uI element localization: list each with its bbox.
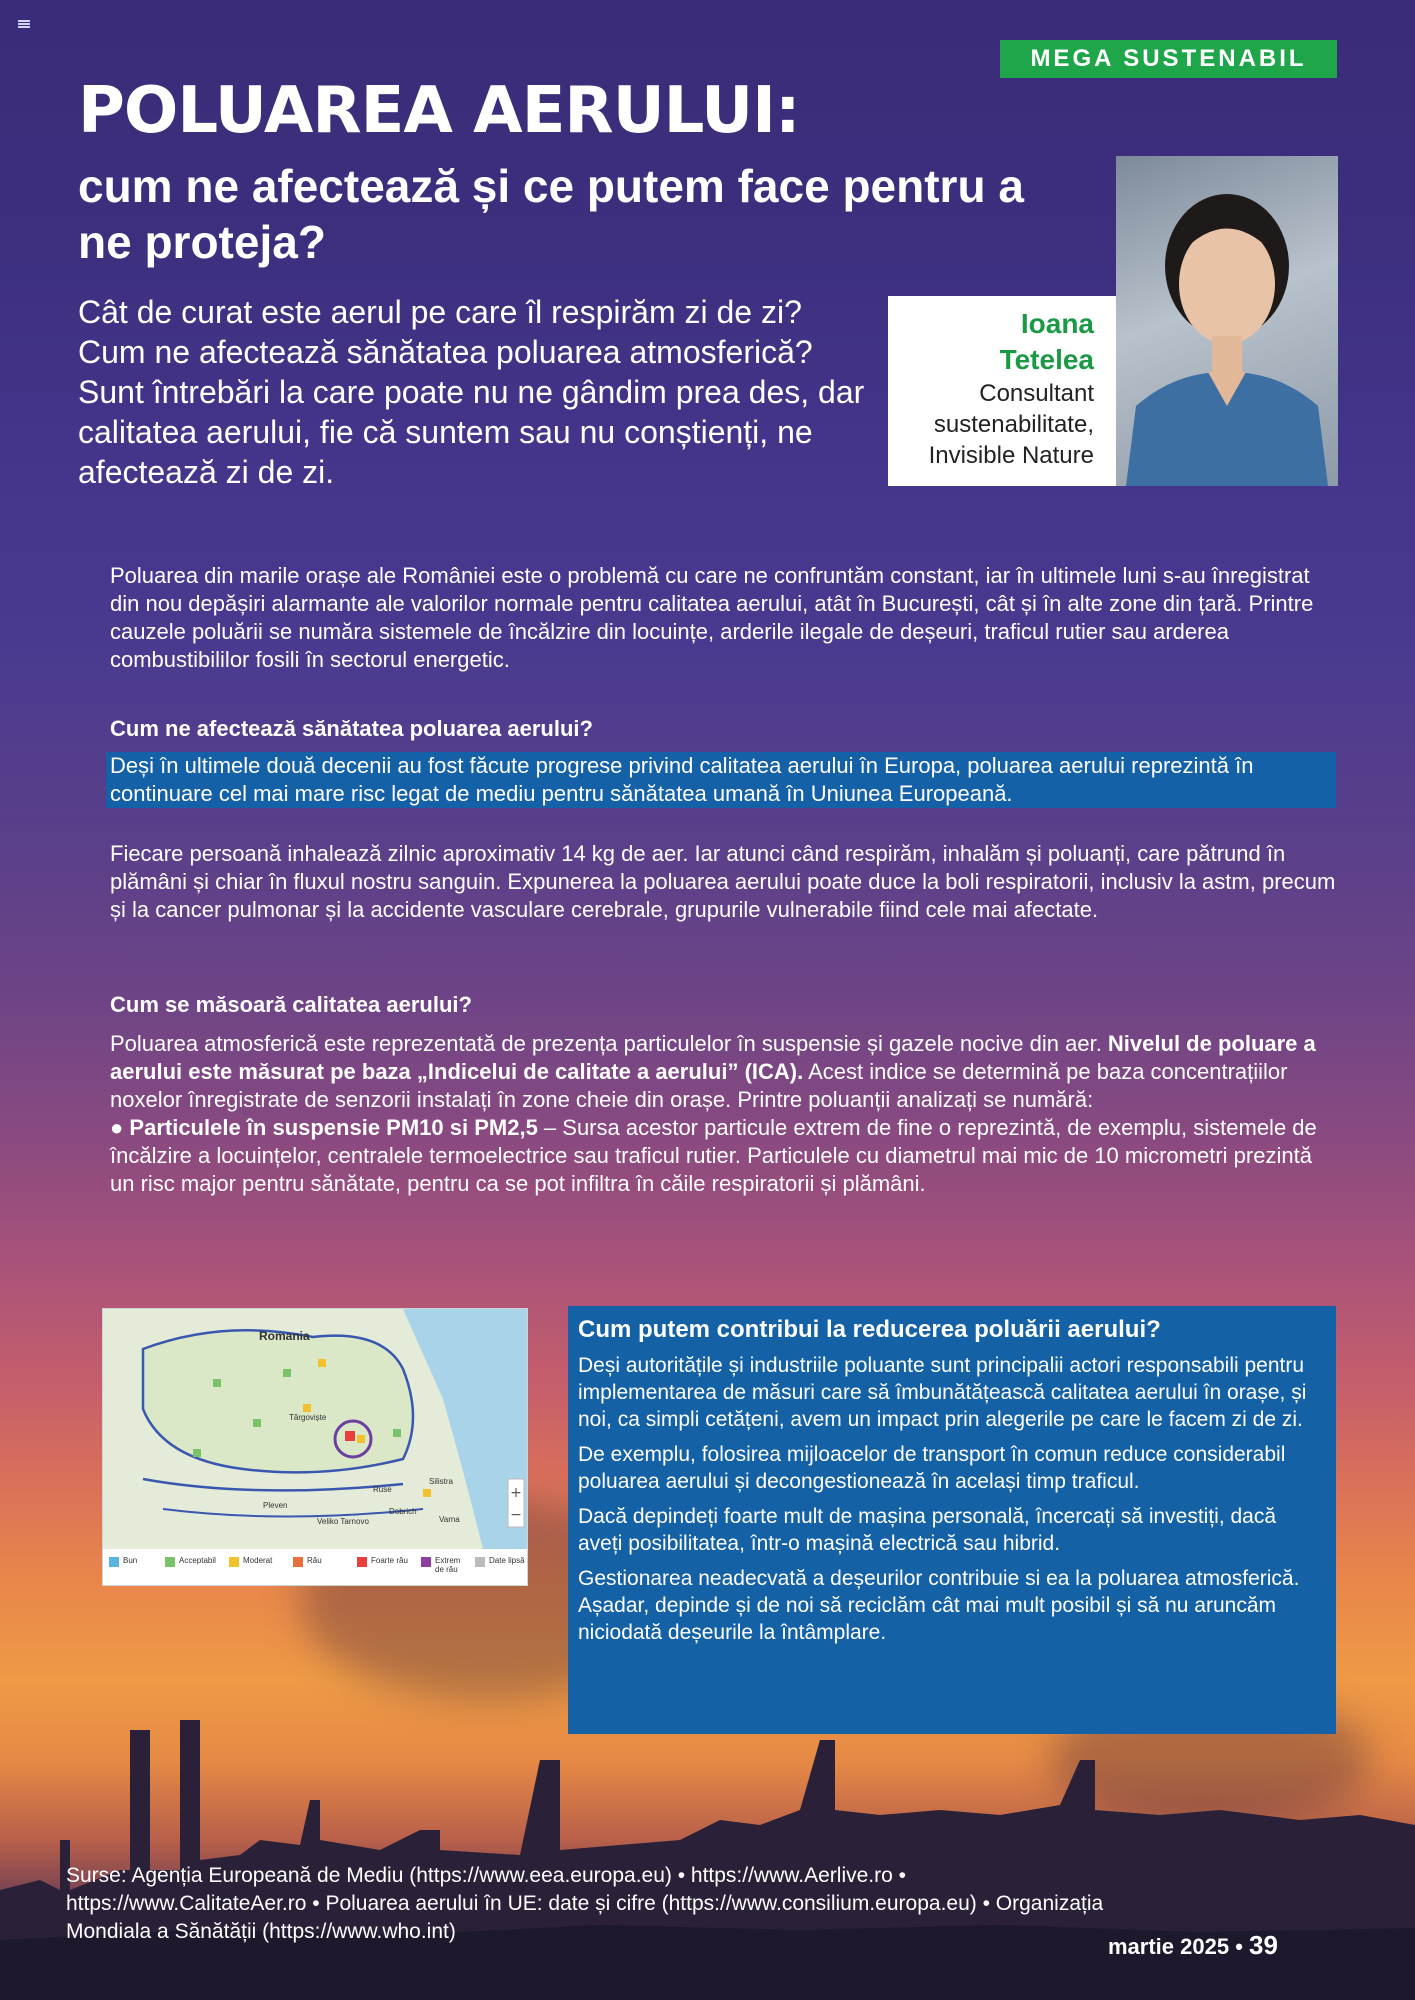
tips-box-title: Cum putem contribui la reducerea poluării aerului? xyxy=(578,1316,1161,1343)
footer-separator: • xyxy=(1235,1934,1243,1959)
map-city-label: Ruse xyxy=(373,1485,392,1494)
map-city-label: Varna xyxy=(439,1515,460,1524)
map-city-label: Silistra xyxy=(429,1477,454,1486)
bullet-icon: ● xyxy=(110,1115,130,1140)
page-number: 39 xyxy=(1249,1930,1278,1960)
page-title: POLUAREA AERULUI: xyxy=(78,74,800,148)
author-role-line: Consultant xyxy=(979,380,1094,407)
author-last-name: Tetelea xyxy=(999,344,1094,375)
pm-bullet-text: – Sursa acestor particule extrem de fine o reprezintă, de exemplu, sistemele de încălzire a locuințelor, centralele termoelectrice sau traficul rutier. Particulele cu diametrul mai mic de 10 micrometri prezintă un risc major pentru sănătate, pentru ca se pot infiltra în căile respiratorii și plămâni. xyxy=(110,1115,1317,1196)
tips-paragraph: Gestionarea neadecvată a deșeurilor contribuie si ea la poluarea atmosferică. Așadar, depinde și de noi să reciclăm cât mai mult posibil și să nu aruncăm niciodată deșeurile la întâmplare. xyxy=(578,1567,1300,1644)
author-role-line: sustenabilitate, xyxy=(933,411,1094,438)
tips-paragraph: Dacă depindeți foarte mult de mașina personală, încercați să investiți, dacă aveți posibilitatea, într-o mașină electrică sau hibrid. xyxy=(578,1505,1277,1555)
author-photo xyxy=(1116,156,1338,486)
air-quality-map[interactable] xyxy=(102,1308,528,1586)
section-heading-measurement: Cum se măsoară calitatea aerului? xyxy=(110,992,472,1017)
health-paragraph: Fiecare persoană inhalează zilnic aproximativ 14 kg de aer. Iar atunci când respirăm, inhalăm și poluanți, care pătrund în plămâni și chiar în fluxul nostru sanguin. Expunerea la poluarea aerului poate duce la boli respiratorii, inclusiv la astm, precum și la cancer pulmonar și la accidente vasculare cerebrale, grupurile vulnerabile fiind cele mai afectate. xyxy=(110,841,1336,922)
map-legend-label: Moderat xyxy=(243,1556,273,1565)
measurement-text-end: Acest indice se determină pe baza concentrațiilor noxelor înregistrate de senzorii instalați în zone cheie din orașe. Printre poluanții analizați se numără: xyxy=(110,1059,1288,1112)
author-card xyxy=(888,296,1116,486)
tips-paragraph: De exemplu, folosirea mijloacelor de transport în comun reduce considerabil poluarea aerului și decongestionează în același timp traficul. xyxy=(578,1443,1286,1493)
portrait-illustration xyxy=(1116,156,1338,486)
menu-icon[interactable] xyxy=(18,20,30,28)
svg-text:+: + xyxy=(510,1485,522,1501)
map-legend-label: Acceptabil xyxy=(179,1556,216,1565)
svg-text:−: − xyxy=(510,1507,522,1523)
page-subtitle: cum ne afectează și ce putem face pentru a ne proteja? xyxy=(78,160,1024,268)
author-first-name: Ioana xyxy=(1020,308,1094,339)
map-legend-label: Rău xyxy=(307,1556,322,1565)
pm-bullet-bold: Particulele în suspensie PM10 si PM2,5 xyxy=(129,1115,538,1140)
page-footer xyxy=(1108,1930,1278,1961)
tips-box xyxy=(568,1306,1336,1734)
map-city-label: Târgoviște xyxy=(289,1413,327,1422)
issue-date: martie 2025 xyxy=(1108,1934,1230,1959)
map-city-label: Pleven xyxy=(263,1501,288,1510)
highlight-paragraph: Deși în ultimele două decenii au fost făcute progrese privind calitatea aerului în Europa, poluarea aerului reprezintă în continuare cel mai mare risc legat de mediu pentru sănătatea umană în Uniunea Europeană. xyxy=(106,752,1336,808)
map-legend-label: Date lipsă xyxy=(489,1556,525,1565)
lead-paragraph: Cât de curat este aerul pe care îl respirăm zi de zi? Cum ne afectează sănătatea poluarea atmosferică? Sunt întrebări la care poate nu ne gândim prea des, dar calitatea aerului, fie că suntem sau nu conștienți, ne afectează zi de zi. xyxy=(78,294,865,490)
map-city-label: Veliko Tarnovo xyxy=(317,1517,369,1526)
map-legend-label: Foarte rău xyxy=(371,1556,408,1565)
map-country-label: Romania xyxy=(259,1329,310,1343)
sources-list: Surse: Agenția Europeană de Mediu (https://www.eea.europa.eu) • https://www.Aerlive.ro • https://www.CalitateAer.ro • Poluarea aerului în UE: date și cifre (https://www.consilium.europa.eu) • Organizația Mondiala a Sănătății (https://www.who.int) xyxy=(66,1864,1104,1943)
measurement-text xyxy=(110,1030,1340,1198)
measurement-text-start: Poluarea atmosferică este reprezentată de prezența particulelor în suspensie și gazele nocive din aer. xyxy=(110,1031,1108,1056)
map-city-label: Dobrich xyxy=(389,1507,417,1516)
section-tag: MEGA SUSTENABIL xyxy=(1000,40,1337,78)
section-heading-health: Cum ne afectează sănătatea poluarea aerului? xyxy=(110,716,593,741)
tips-paragraph: Deși autoritățile și industriile poluante sunt principalii actori responsabili pentru implementarea de măsuri care să îmbunătățească calitatea aerului în orașe, și noi, ca simpli cetățeni, avem un impact prin alegerile pe care le facem zi de zi. xyxy=(578,1354,1307,1431)
map-illustration xyxy=(103,1309,528,1586)
pm-bullet xyxy=(110,1114,1340,1198)
map-legend-label: Extrem de rău xyxy=(435,1556,461,1574)
measurement-paragraph xyxy=(110,1030,1340,1114)
map-legend-label: Bun xyxy=(123,1556,138,1565)
author-role-line: Invisible Nature xyxy=(928,442,1094,469)
measurement-text-bold: Nivelul de poluare a aerului este măsurat pe baza „Indicelui de calitate a aerului” (ICA). xyxy=(110,1031,1316,1084)
intro-paragraph: Poluarea din marile orașe ale României este o problemă cu care ne confruntăm constant, iar în ultimele luni s-au înregistrat din nou depășiri alarmante ale valorilor normale pentru calitatea aerului, atât în București, cât și în alte zone din țară. Printre cauzele poluării se număra sistemele de încălzire din locuințe, arderile ilegale de deșeuri, traficul rutier sau arderea combustibililor fosili în sectorul energetic. xyxy=(110,563,1314,672)
